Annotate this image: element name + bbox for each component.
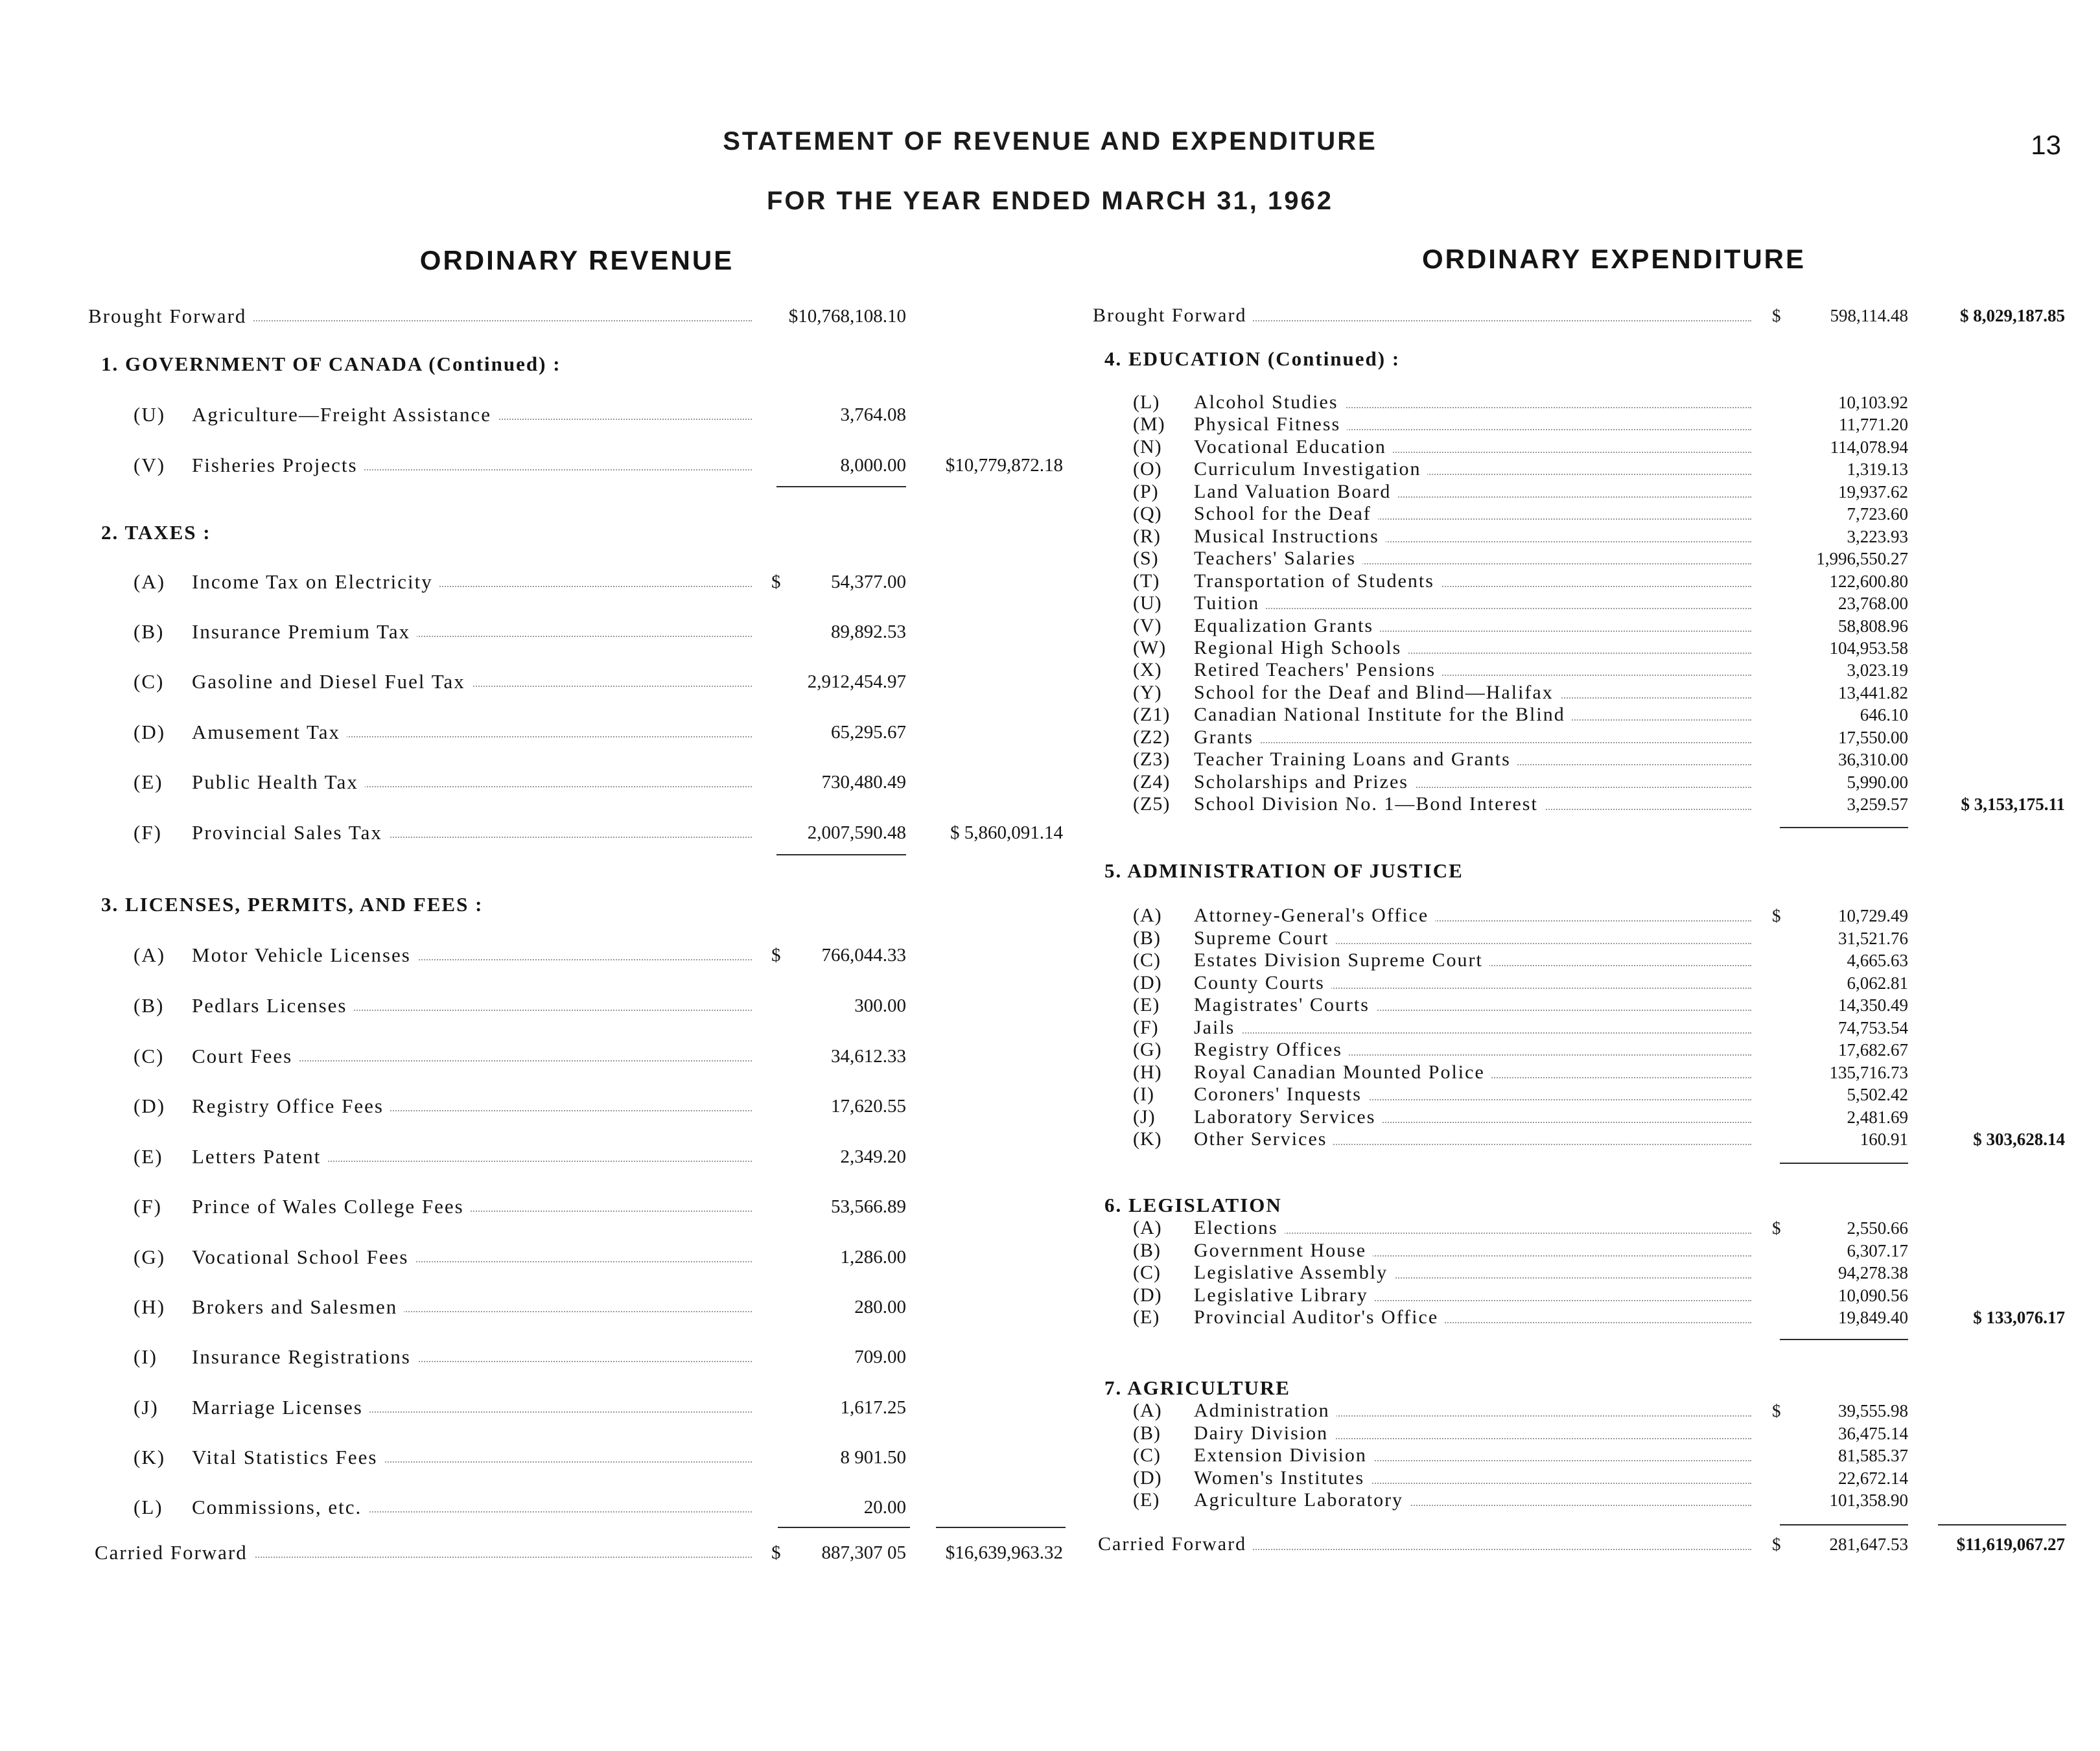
item-label: Dairy Division bbox=[1194, 1422, 1335, 1444]
item-code: (D) bbox=[134, 1095, 166, 1117]
currency-sign: $ bbox=[1772, 1535, 1781, 1554]
item-label: Court Fees bbox=[192, 1045, 293, 1067]
item-amount: 3,764.08 bbox=[840, 404, 906, 425]
item-label: Agriculture—Freight Assistance bbox=[192, 403, 492, 426]
section-heading: 3. LICENSES, PERMITS, AND FEES : bbox=[101, 893, 484, 916]
item-amount: 5,502.42 bbox=[1847, 1085, 1908, 1104]
item-amount: 160.91 bbox=[1860, 1130, 1908, 1149]
item-code: (V) bbox=[1133, 614, 1162, 636]
item-amount: 1,286.00 bbox=[840, 1247, 906, 1268]
item-code: (Z1) bbox=[1133, 704, 1171, 726]
brought-forward-row bbox=[0, 305, 2100, 327]
item-label: Alcohol Studies bbox=[1194, 391, 1345, 413]
item-label: Income Tax on Electricity bbox=[192, 570, 433, 593]
item-code: (F) bbox=[1133, 1016, 1159, 1038]
item-amount: 8 901.50 bbox=[840, 1447, 906, 1468]
item-amount: 53,566.89 bbox=[831, 1196, 906, 1217]
item-label: Regional High Schools bbox=[1194, 637, 1408, 659]
item-amount: 3,223.93 bbox=[1847, 526, 1908, 546]
item-label: Insurance Registrations bbox=[192, 1345, 411, 1368]
item-code: (B) bbox=[1133, 927, 1161, 949]
expenditure-row bbox=[0, 481, 2100, 503]
item-label: Other Services bbox=[1194, 1128, 1333, 1150]
item-label: Legislative Library bbox=[1194, 1284, 1375, 1306]
item-label: County Courts bbox=[1194, 972, 1331, 994]
expenditure-row bbox=[0, 1039, 2100, 1061]
expenditure-row bbox=[0, 503, 2100, 525]
item-label: Attorney-General's Office bbox=[1194, 905, 1435, 927]
item-code: (B) bbox=[1133, 1422, 1161, 1444]
item-label: Registry Office Fees bbox=[192, 1095, 384, 1117]
expenditure-row bbox=[0, 949, 2100, 971]
expenditure-row bbox=[0, 682, 2100, 704]
item-code: (I) bbox=[1133, 1084, 1154, 1105]
item-label: Commissions, etc. bbox=[192, 1496, 362, 1518]
item-label: Amusement Tax bbox=[192, 721, 341, 743]
item-code: (D) bbox=[134, 721, 166, 743]
expenditure-row bbox=[0, 1444, 2100, 1467]
item-amount: 17,682.67 bbox=[1838, 1040, 1908, 1060]
item-code: (A) bbox=[1133, 1400, 1162, 1421]
item-amount: 8,000.00 bbox=[840, 455, 906, 476]
subtotal-rule bbox=[1780, 827, 1908, 828]
expenditure-row bbox=[0, 391, 2100, 413]
item-code: (C) bbox=[134, 670, 165, 693]
item-amount: 104,953.58 bbox=[1829, 638, 1908, 658]
currency-sign: $ bbox=[771, 572, 781, 592]
item-code: (B) bbox=[134, 620, 165, 643]
expenditure-row bbox=[0, 1017, 2100, 1039]
expenditure-row bbox=[0, 548, 2100, 570]
item-code: (E) bbox=[1133, 1306, 1160, 1328]
item-code: (M) bbox=[1133, 413, 1165, 435]
item-amount: 11,771.20 bbox=[1839, 415, 1908, 435]
section-total: $ 133,076.17 bbox=[1973, 1308, 2065, 1327]
item-code: (Y) bbox=[1133, 681, 1162, 703]
item-code: (E) bbox=[134, 1145, 163, 1168]
item-label: Land Valuation Board bbox=[1194, 481, 1397, 503]
item-code: (P) bbox=[1133, 480, 1159, 502]
section-total: $ 3,153,175.11 bbox=[1961, 794, 2065, 815]
carried-rule bbox=[1780, 1524, 1908, 1525]
item-code: (X) bbox=[1133, 659, 1162, 681]
item-amount: 10,090.56 bbox=[1838, 1285, 1908, 1305]
item-amount: 81,585.37 bbox=[1838, 1446, 1908, 1465]
expenditure-row bbox=[0, 793, 2100, 815]
section-total: $10,779,872.18 bbox=[945, 455, 1063, 476]
item-code: (O) bbox=[1133, 458, 1162, 480]
item-code: (B) bbox=[1133, 1239, 1161, 1261]
item-amount: 65,295.67 bbox=[831, 722, 906, 743]
item-label: Teacher Training Loans and Grants bbox=[1194, 748, 1517, 771]
item-code: (K) bbox=[1133, 1128, 1162, 1150]
carried-total-rule bbox=[936, 1527, 1066, 1528]
item-label: Extension Division bbox=[1194, 1444, 1373, 1467]
item-code: (H) bbox=[1133, 1061, 1162, 1083]
expenditure-row bbox=[0, 771, 2100, 793]
item-code: (C) bbox=[1133, 1444, 1161, 1466]
item-label: Brokers and Salesmen bbox=[192, 1295, 398, 1318]
item-code: (E) bbox=[134, 771, 163, 793]
item-code: (A) bbox=[1133, 1217, 1162, 1238]
item-label: Vocational Education bbox=[1194, 436, 1393, 458]
expenditure-row bbox=[0, 1084, 2100, 1106]
item-amount: 2,349.20 bbox=[840, 1146, 906, 1167]
item-code: (Z4) bbox=[1133, 771, 1171, 793]
item-code: (W) bbox=[1133, 636, 1167, 658]
item-code: (D) bbox=[1133, 1467, 1162, 1489]
expenditure-row bbox=[0, 413, 2100, 435]
item-code: (U) bbox=[134, 403, 166, 426]
expenditure-row bbox=[0, 1467, 2100, 1489]
expenditure-row bbox=[0, 659, 2100, 681]
item-code: (N) bbox=[1133, 435, 1162, 458]
item-label: Canadian National Institute for the Blind bbox=[1194, 704, 1572, 726]
item-amount: 10,103.92 bbox=[1838, 393, 1908, 412]
expenditure-row bbox=[0, 1106, 2100, 1128]
revenue-heading: ORDINARY REVENUE bbox=[419, 245, 734, 275]
expenditure-heading: ORDINARY EXPENDITURE bbox=[1421, 244, 1806, 274]
item-amount: 114,078.94 bbox=[1830, 437, 1908, 457]
item-amount: 3,259.57 bbox=[1847, 794, 1908, 815]
item-amount: 54,377.00 bbox=[831, 572, 906, 592]
item-label: Public Health Tax bbox=[192, 771, 358, 793]
item-amount: 13,441.82 bbox=[1838, 682, 1908, 702]
expenditure-row bbox=[0, 570, 2100, 592]
section-total: $16,639,963.32 bbox=[945, 1542, 1063, 1563]
item-code: (J) bbox=[1133, 1106, 1156, 1128]
item-amount: 23,768.00 bbox=[1838, 594, 1908, 614]
section-total: $11,619,067.27 bbox=[1956, 1535, 2065, 1554]
section-heading: 1. GOVERNMENT OF CANADA (Continued) : bbox=[101, 353, 561, 375]
item-label: Carried Forward bbox=[95, 1541, 248, 1564]
item-amount: 6,062.81 bbox=[1847, 973, 1908, 993]
item-amount: 766,044.33 bbox=[821, 945, 906, 966]
item-amount: 1,617.25 bbox=[840, 1397, 906, 1418]
item-amount: 10,729.49 bbox=[1838, 906, 1908, 925]
currency-sign: $ bbox=[1772, 306, 1781, 325]
item-label: Magistrates' Courts bbox=[1194, 994, 1376, 1016]
section-heading: 4. EDUCATION (Continued) : bbox=[1104, 347, 1401, 370]
item-amount: 74,753.54 bbox=[1838, 1017, 1908, 1038]
item-label: Curriculum Investigation bbox=[1194, 458, 1427, 480]
expenditure-row bbox=[0, 637, 2100, 659]
expenditure-row bbox=[0, 1240, 2100, 1262]
item-label: Agriculture Laboratory bbox=[1194, 1489, 1410, 1511]
item-code: (C) bbox=[1133, 949, 1161, 971]
item-amount: 6,307.17 bbox=[1847, 1240, 1908, 1260]
item-amount: 7,723.60 bbox=[1847, 504, 1908, 524]
expenditure-row bbox=[0, 458, 2100, 480]
revenue-row bbox=[0, 1194, 1102, 1220]
item-amount: 709.00 bbox=[854, 1347, 906, 1367]
item-amount: 36,475.14 bbox=[1838, 1423, 1908, 1443]
expenditure-row bbox=[0, 1262, 2100, 1284]
section-heading: 2. TAXES : bbox=[101, 521, 211, 544]
item-label: Scholarships and Prizes bbox=[1194, 771, 1415, 793]
section-heading: 6. LEGISLATION bbox=[1104, 1194, 1282, 1216]
carried-total-rule bbox=[1938, 1524, 2066, 1525]
item-code: (C) bbox=[134, 1045, 165, 1067]
item-label: Teachers' Salaries bbox=[1194, 548, 1362, 570]
expenditure-row bbox=[0, 1422, 2100, 1444]
item-label: Estates Division Supreme Court bbox=[1194, 949, 1489, 971]
expenditure-row bbox=[0, 592, 2100, 614]
expenditure-row bbox=[0, 615, 2100, 637]
page-subtitle: FOR THE YEAR ENDED MARCH 31, 1962 bbox=[767, 187, 1333, 215]
item-label: Musical Instructions bbox=[1194, 526, 1386, 548]
section-heading: 5. ADMINISTRATION OF JUSTICE bbox=[1104, 859, 1464, 882]
item-code: (I) bbox=[134, 1345, 158, 1368]
item-amount: 646.10 bbox=[1860, 705, 1908, 725]
item-label: Brought Forward bbox=[1093, 305, 1253, 327]
expenditure-row bbox=[0, 1284, 2100, 1306]
item-label: Gasoline and Diesel Fuel Tax bbox=[192, 670, 465, 693]
item-amount: 14,350.49 bbox=[1838, 995, 1908, 1015]
item-code: (E) bbox=[1133, 994, 1160, 1015]
item-label: School for the Deaf and Blind—Halifax bbox=[1194, 682, 1560, 704]
expenditure-row bbox=[0, 704, 2100, 726]
item-label: Legislative Assembly bbox=[1194, 1262, 1394, 1284]
expenditure-row bbox=[0, 1061, 2100, 1084]
item-code: (D) bbox=[1133, 971, 1162, 993]
item-label: Laboratory Services bbox=[1194, 1106, 1382, 1128]
item-code: (J) bbox=[134, 1396, 159, 1419]
item-code: (K) bbox=[134, 1446, 166, 1468]
item-label: Tuition bbox=[1194, 592, 1266, 614]
item-code: (Z3) bbox=[1133, 748, 1171, 771]
item-label: Motor Vehicle Licenses bbox=[192, 944, 411, 966]
item-label: Elections bbox=[1194, 1217, 1285, 1239]
currency-sign: $ bbox=[771, 1542, 781, 1563]
item-code: (D) bbox=[1133, 1284, 1162, 1306]
item-code: (C) bbox=[1133, 1262, 1161, 1283]
item-code: (A) bbox=[1133, 905, 1162, 926]
item-label: Women's Institutes bbox=[1194, 1467, 1371, 1489]
expenditure-row bbox=[0, 526, 2100, 548]
item-amount: 1,319.13 bbox=[1847, 459, 1908, 480]
item-code: (A) bbox=[134, 944, 166, 966]
currency-sign: $ bbox=[1772, 906, 1781, 925]
subtotal-rule bbox=[1780, 1163, 1908, 1164]
item-amount: $10,768,108.10 bbox=[788, 306, 906, 327]
item-code: (R) bbox=[1133, 525, 1161, 547]
item-amount: 31,521.76 bbox=[1838, 928, 1908, 948]
expenditure-row bbox=[0, 1400, 2100, 1422]
expenditure-row bbox=[0, 994, 2100, 1016]
section-total: $ 8,029,187.85 bbox=[1960, 306, 2065, 325]
item-code: (B) bbox=[134, 994, 165, 1017]
expenditure-row bbox=[0, 1128, 2100, 1150]
item-label: Physical Fitness bbox=[1194, 413, 1347, 435]
item-code: (T) bbox=[1133, 570, 1160, 592]
item-code: (F) bbox=[134, 821, 162, 844]
item-amount: 19,937.62 bbox=[1838, 481, 1908, 502]
item-amount: 887,307 05 bbox=[821, 1542, 906, 1563]
item-code: (L) bbox=[134, 1496, 163, 1518]
currency-sign: $ bbox=[1772, 1401, 1781, 1421]
item-code: (H) bbox=[134, 1295, 166, 1318]
item-label: Provincial Auditor's Office bbox=[1194, 1306, 1445, 1328]
carried-rule bbox=[778, 1527, 910, 1528]
item-code: (Q) bbox=[1133, 503, 1162, 525]
item-amount: 730,480.49 bbox=[821, 772, 906, 793]
item-label: School Division No. 1—Bond Interest bbox=[1194, 793, 1545, 815]
item-code: (F) bbox=[134, 1195, 162, 1218]
item-amount: 101,358.90 bbox=[1829, 1490, 1908, 1510]
item-label: Registry Offices bbox=[1194, 1039, 1349, 1061]
expenditure-row bbox=[0, 1306, 2100, 1328]
revenue-row bbox=[0, 820, 1102, 846]
item-amount: 58,808.96 bbox=[1838, 616, 1908, 636]
item-label: Provincial Sales Tax bbox=[192, 821, 382, 844]
item-code: (A) bbox=[134, 570, 166, 593]
carried-forward-row bbox=[0, 1533, 2100, 1555]
section-total: $ 5,860,091.14 bbox=[950, 822, 1063, 843]
item-amount: 94,278.38 bbox=[1838, 1263, 1908, 1282]
expenditure-row bbox=[0, 1489, 2100, 1511]
item-label: Administration bbox=[1194, 1400, 1336, 1422]
item-label: Jails bbox=[1194, 1017, 1241, 1039]
item-amount: 1,996,550.27 bbox=[1816, 549, 1908, 569]
expenditure-row bbox=[0, 972, 2100, 994]
expenditure-row bbox=[0, 927, 2100, 949]
item-amount: 4,665.63 bbox=[1847, 951, 1908, 970]
item-amount: 135,716.73 bbox=[1829, 1062, 1908, 1082]
item-label: School for the Deaf bbox=[1194, 503, 1378, 525]
item-amount: 300.00 bbox=[854, 995, 906, 1016]
item-label: Prince of Wales College Fees bbox=[192, 1195, 464, 1218]
item-amount: 598,114.48 bbox=[1830, 306, 1908, 325]
item-code: (Z2) bbox=[1133, 726, 1171, 748]
expenditure-row bbox=[0, 1217, 2100, 1239]
item-amount: 281,647.53 bbox=[1829, 1535, 1908, 1554]
item-label: Royal Canadian Mounted Police bbox=[1194, 1061, 1491, 1084]
item-amount: 17,550.00 bbox=[1838, 727, 1908, 747]
currency-sign: $ bbox=[1772, 1218, 1781, 1238]
item-label: Brought Forward bbox=[88, 305, 247, 327]
item-amount: 36,310.00 bbox=[1838, 750, 1908, 770]
item-code: (G) bbox=[1133, 1039, 1162, 1060]
expenditure-row bbox=[0, 726, 2100, 748]
item-label: Coroners' Inquests bbox=[1194, 1084, 1368, 1106]
subtotal-rule bbox=[776, 854, 906, 855]
item-label: Equalization Grants bbox=[1194, 615, 1380, 637]
section-heading: 7. AGRICULTURE bbox=[1104, 1376, 1290, 1399]
item-amount: 19,849.40 bbox=[1838, 1308, 1908, 1327]
item-amount: 3,023.19 bbox=[1847, 660, 1908, 680]
item-amount: 17,620.55 bbox=[831, 1096, 906, 1117]
item-label: Letters Patent bbox=[192, 1145, 321, 1168]
page-title: STATEMENT OF REVENUE AND EXPENDITURE bbox=[723, 127, 1377, 156]
item-amount: 2,912,454.97 bbox=[807, 671, 906, 692]
expenditure-row bbox=[0, 436, 2100, 458]
item-amount: 34,612.33 bbox=[831, 1046, 906, 1067]
item-label: Fisheries Projects bbox=[192, 454, 358, 476]
item-label: Vocational School Fees bbox=[192, 1246, 409, 1268]
subtotal-rule bbox=[1780, 1339, 1908, 1340]
item-amount: 2,007,590.48 bbox=[807, 822, 906, 843]
item-code: (V) bbox=[134, 454, 166, 476]
item-code: (U) bbox=[1133, 592, 1162, 614]
currency-sign: $ bbox=[771, 945, 781, 966]
item-amount: 20.00 bbox=[863, 1497, 906, 1518]
item-code: (G) bbox=[134, 1246, 166, 1268]
item-code: (Z5) bbox=[1133, 793, 1171, 815]
item-label: Retired Teachers' Pensions bbox=[1194, 659, 1442, 681]
item-label: Marriage Licenses bbox=[192, 1396, 363, 1419]
item-label: Pedlars Licenses bbox=[192, 994, 347, 1017]
revenue-row bbox=[0, 1344, 1102, 1370]
item-amount: 280.00 bbox=[854, 1297, 906, 1317]
item-code: (S) bbox=[1133, 548, 1159, 570]
item-amount: 122,600.80 bbox=[1829, 571, 1908, 591]
item-amount: 89,892.53 bbox=[831, 621, 906, 642]
item-label: Transportation of Students bbox=[1194, 570, 1441, 592]
item-code: (L) bbox=[1133, 391, 1160, 413]
expenditure-row bbox=[0, 905, 2100, 927]
item-amount: 22,672.14 bbox=[1838, 1468, 1908, 1488]
item-code: (E) bbox=[1133, 1489, 1160, 1511]
item-amount: 2,550.66 bbox=[1847, 1218, 1908, 1238]
item-amount: 2,481.69 bbox=[1847, 1107, 1908, 1127]
item-amount: 39,555.98 bbox=[1838, 1401, 1908, 1421]
item-label: Carried Forward bbox=[1098, 1533, 1253, 1555]
item-label: Government House bbox=[1194, 1240, 1373, 1262]
section-total: $ 303,628.14 bbox=[1973, 1130, 2065, 1149]
item-label: Grants bbox=[1194, 726, 1260, 748]
item-label: Vital Statistics Fees bbox=[192, 1446, 378, 1468]
item-label: Insurance Premium Tax bbox=[192, 620, 411, 643]
item-amount: 5,990.00 bbox=[1847, 772, 1908, 792]
expenditure-row bbox=[0, 748, 2100, 771]
item-label: Supreme Court bbox=[1194, 927, 1335, 949]
page-number: 13 bbox=[2031, 130, 2061, 160]
